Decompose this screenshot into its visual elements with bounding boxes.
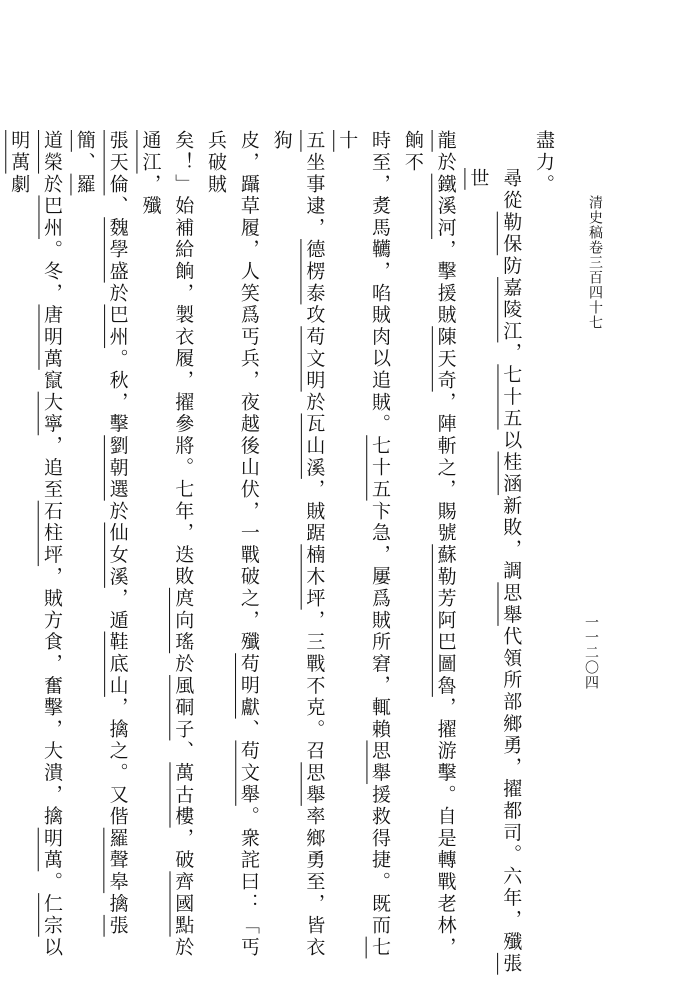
text-segment: 代領所部鄉勇，擢都司。六年，殲 [500, 625, 523, 953]
proper-name: 鞋底山 [106, 631, 129, 697]
proper-name: 瓦山溪 [303, 413, 326, 479]
proper-name: 明萬 [41, 827, 64, 872]
text-column [134, 130, 200, 980]
text-column [396, 130, 462, 980]
text-segment: 。秋，擊 [106, 348, 129, 436]
text-column [0, 130, 2, 980]
text-segment: ，破 [172, 827, 195, 872]
text-segment: ，擒之。又偕 [106, 696, 129, 828]
text-column [462, 130, 528, 980]
text-segment: 、 [73, 151, 96, 174]
text-segment: 、 [106, 195, 129, 218]
text-segment: ，遁 [106, 587, 129, 632]
proper-name: 巴州 [41, 195, 64, 240]
proper-name: 七十五 [500, 364, 523, 430]
proper-name: 大寧 [41, 391, 64, 436]
body-text [8, 130, 560, 980]
text-segment: ，三戰不克。召 [303, 609, 326, 763]
text-segment: 於 [172, 653, 195, 676]
proper-name: 鐵溪河 [434, 173, 457, 240]
proper-name: 嘉陵江 [500, 277, 523, 343]
proper-name: 蘇勒芳阿巴圖魯 [434, 544, 457, 697]
proper-name: 仙女溪 [106, 522, 129, 588]
proper-name: 五 [303, 130, 326, 152]
text-segment: 援救得捷。既而 [369, 784, 392, 937]
text-segment: 、 [172, 740, 195, 763]
proper-name: 桂涵 [500, 451, 523, 496]
proper-name: 庹向瑤 [172, 587, 195, 654]
text-segment: 於 [106, 500, 129, 523]
text-segment: 坐事逮， [303, 151, 326, 240]
text-segment: 於 [41, 173, 64, 196]
proper-name: 龍 [434, 130, 457, 152]
text-segment: 攻 [303, 304, 326, 327]
proper-name: 仁宗 [41, 893, 64, 937]
proper-name: 石柱坪 [41, 500, 64, 567]
text-column [527, 130, 560, 980]
text-segment: 盡力。 [533, 130, 555, 196]
proper-name: 七十 [336, 130, 392, 959]
text-segment: ，賊踞 [303, 478, 326, 545]
text-segment: ，殲 [139, 173, 162, 218]
text-segment: 以 [500, 429, 523, 452]
text-segment: 皮，躡草履，人笑爲丐兵，夜越後山伏，一戰破之，殲 [237, 130, 260, 654]
proper-name: 羅聲皋 [106, 827, 129, 894]
text-column [330, 130, 396, 980]
text-segment: 率鄉勇至，皆衣狗 [270, 130, 326, 959]
text-segment: 於 [106, 282, 129, 305]
proper-name: 道榮 [41, 130, 64, 174]
text-column [2, 130, 68, 980]
proper-name: 思舉 [303, 762, 326, 806]
text-segment: 於 [172, 936, 195, 959]
text-segment: 矣！」始補給餉，製衣履，擢參將。七年，迭敗 [172, 130, 195, 588]
proper-name: 思舉 [500, 582, 523, 626]
proper-name: 苟文舉 [237, 740, 260, 806]
proper-name: 羅 [73, 173, 96, 196]
text-segment: 於 [303, 391, 326, 414]
proper-name: 明萬 [8, 130, 31, 174]
text-segment: 以 [41, 936, 64, 959]
text-column [68, 130, 134, 980]
text-segment: 時至，煑馬韉，啗賊肉以追賊。 [369, 130, 392, 436]
running-header-title: 清史稿卷三百四十七 [587, 195, 603, 330]
text-column [199, 130, 265, 980]
text-segment: 於 [434, 151, 457, 174]
proper-name: 楠木坪 [303, 544, 326, 610]
proper-name: 萬古樓 [172, 762, 195, 828]
text-segment: 新敗，調 [500, 495, 523, 583]
text-segment: 卞急，屢爲賊所窘，輒賴 [369, 500, 392, 741]
proper-name: 劉朝選 [106, 435, 129, 501]
text-segment: ，擢游擊。自是轉戰老林，餉不 [401, 130, 457, 959]
text-segment: ，追至 [41, 435, 64, 501]
text-segment: 竄 [41, 369, 64, 392]
text-segment: ，擊援賊 [434, 239, 457, 327]
proper-name: 苟文明 [303, 326, 326, 392]
page-number: 一一二〇四 [583, 615, 599, 690]
proper-name: 通江 [139, 130, 162, 174]
text-segment: 劇 [8, 173, 31, 196]
proper-name: 張簡 [73, 130, 129, 937]
proper-name: 風硐子 [172, 675, 195, 741]
text-segment: ，陣斬之，賜號 [434, 391, 457, 545]
proper-name: 巴州 [106, 304, 129, 349]
proper-name: 陳天奇 [434, 326, 457, 392]
proper-name: 勒保 [500, 211, 523, 256]
text-segment: 防 [500, 255, 523, 278]
text-segment: 尋從 [500, 168, 523, 212]
text-segment: 。衆詫曰：「丐兵破賊 [205, 130, 260, 959]
text-segment: 擒 [106, 893, 129, 915]
text-segment: ，賊方食，奮擊，大潰，擒 [41, 566, 64, 828]
proper-name: 七十五 [369, 435, 392, 501]
proper-name: 齊國點 [172, 871, 195, 937]
text-segment: 。冬， [41, 239, 64, 305]
proper-name: 德楞泰 [303, 239, 326, 305]
text-segment: 。 [41, 871, 64, 894]
proper-name: 苟明獻 [237, 653, 260, 719]
proper-name: 張天倫 [106, 130, 129, 196]
text-segment: 、 [237, 718, 260, 741]
text-column [265, 130, 331, 980]
proper-name: 思舉 [369, 740, 392, 785]
proper-name: 魏學盛 [106, 217, 129, 283]
proper-name: 唐明萬 [41, 304, 64, 370]
text-segment: ， [500, 342, 523, 365]
proper-name: 張世 [467, 168, 523, 975]
